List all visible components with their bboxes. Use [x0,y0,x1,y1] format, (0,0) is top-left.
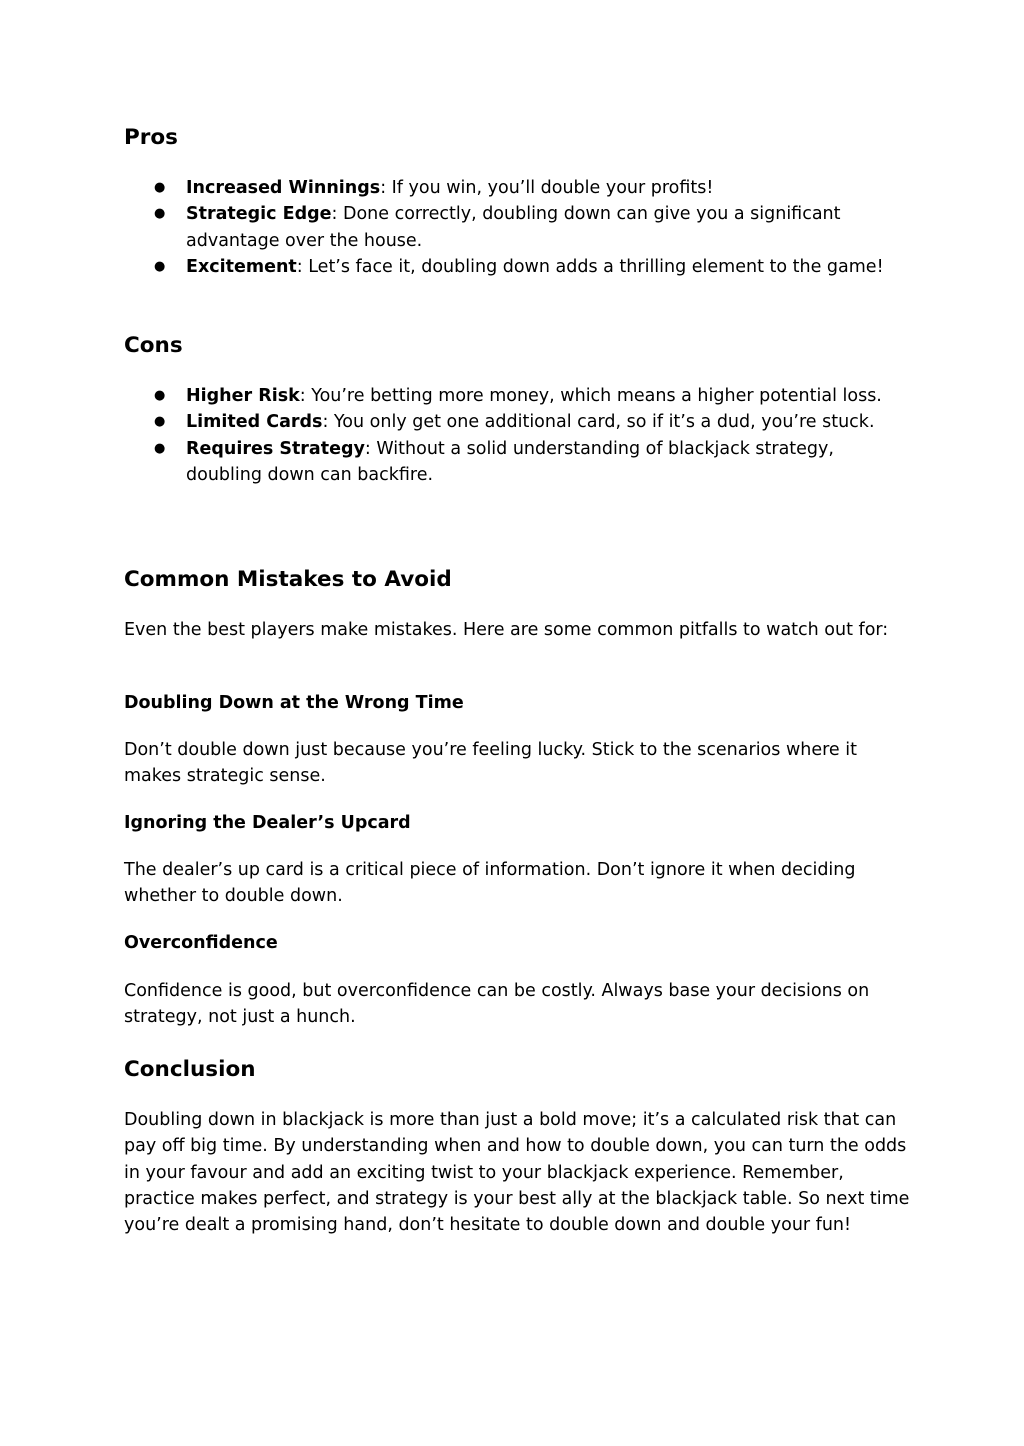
conclusion-heading: Conclusion [124,1057,256,1082]
mistake-title: Ignoring the Dealer’s Upcard [124,813,411,833]
bullet-icon: ● [154,206,166,222]
list-item-text: : If you win, you’ll double your profits! [380,178,714,198]
bullet-icon: ● [154,259,166,275]
mistake-body: Don’t double down just because you’re feeling lucky. Stick to the scenarios where it makes strategic sense. [124,740,857,787]
list-item-text: : You’re betting more money, which means a higher potential loss. [299,386,882,406]
list-item-text: : Done correctly, doubling down can give you a significant advantage over the house. [186,204,841,251]
mistakes-intro: Even the best players make mistakes. Here are some common pitfalls to watch out for: [124,620,889,640]
list-item-text: : Let’s face it, doubling down adds a thrilling element to the game! [296,257,884,278]
list-item-term: Limited Cards [186,412,323,433]
cons-list [124,383,910,489]
conclusion-body: Doubling down in blackjack is more than just a bold move; it’s a calculated risk that can pay off big time. By understanding when and how to double down, you can turn the odds in your favour and add an exciting twist to your blackjack experience. Remember, practice makes perfect, and strategy is your best ally at the blackjack table. So next time you’re dealt a promising hand, don’t hesitate to double down and double your fun! [124,1110,910,1236]
pros-list [124,175,910,281]
list-item [124,201,910,254]
bullet-icon: ● [154,388,166,403]
mistake-title: Doubling Down at the Wrong Time [124,693,464,713]
mistake-body: The dealer’s up card is a critical piece of information. Don’t ignore it when deciding whether to double down. [124,860,856,907]
list-item-text: : Without a solid understanding of blackjack strategy, doubling down can backfire. [186,438,834,486]
list-item-term: Increased Winnings [186,178,381,198]
mistake-title: Overconfidence [124,933,278,953]
list-item-term: Strategic Edge [186,204,332,225]
bullet-icon: ● [154,180,166,195]
list-item [124,383,910,409]
bullet-icon: ● [154,440,166,456]
pros-heading: Pros [124,125,178,150]
mistakes-heading: Common Mistakes to Avoid [124,567,452,592]
list-item [124,175,910,201]
list-item [124,254,910,280]
cons-heading: Cons [124,333,183,358]
list-item [124,436,910,489]
mistake-body: Confidence is good, but overconfidence can be costly. Always base your decisions on strategy, not just a hunch. [124,981,870,1028]
list-item-term: Higher Risk [186,386,300,406]
bullet-icon: ● [154,414,166,430]
list-item [124,409,910,435]
list-item-text: : You only get one additional card, so if it’s a dud, you’re stuck. [322,412,875,433]
list-item-term: Requires Strategy [186,438,365,459]
list-item-term: Excitement [186,257,297,278]
